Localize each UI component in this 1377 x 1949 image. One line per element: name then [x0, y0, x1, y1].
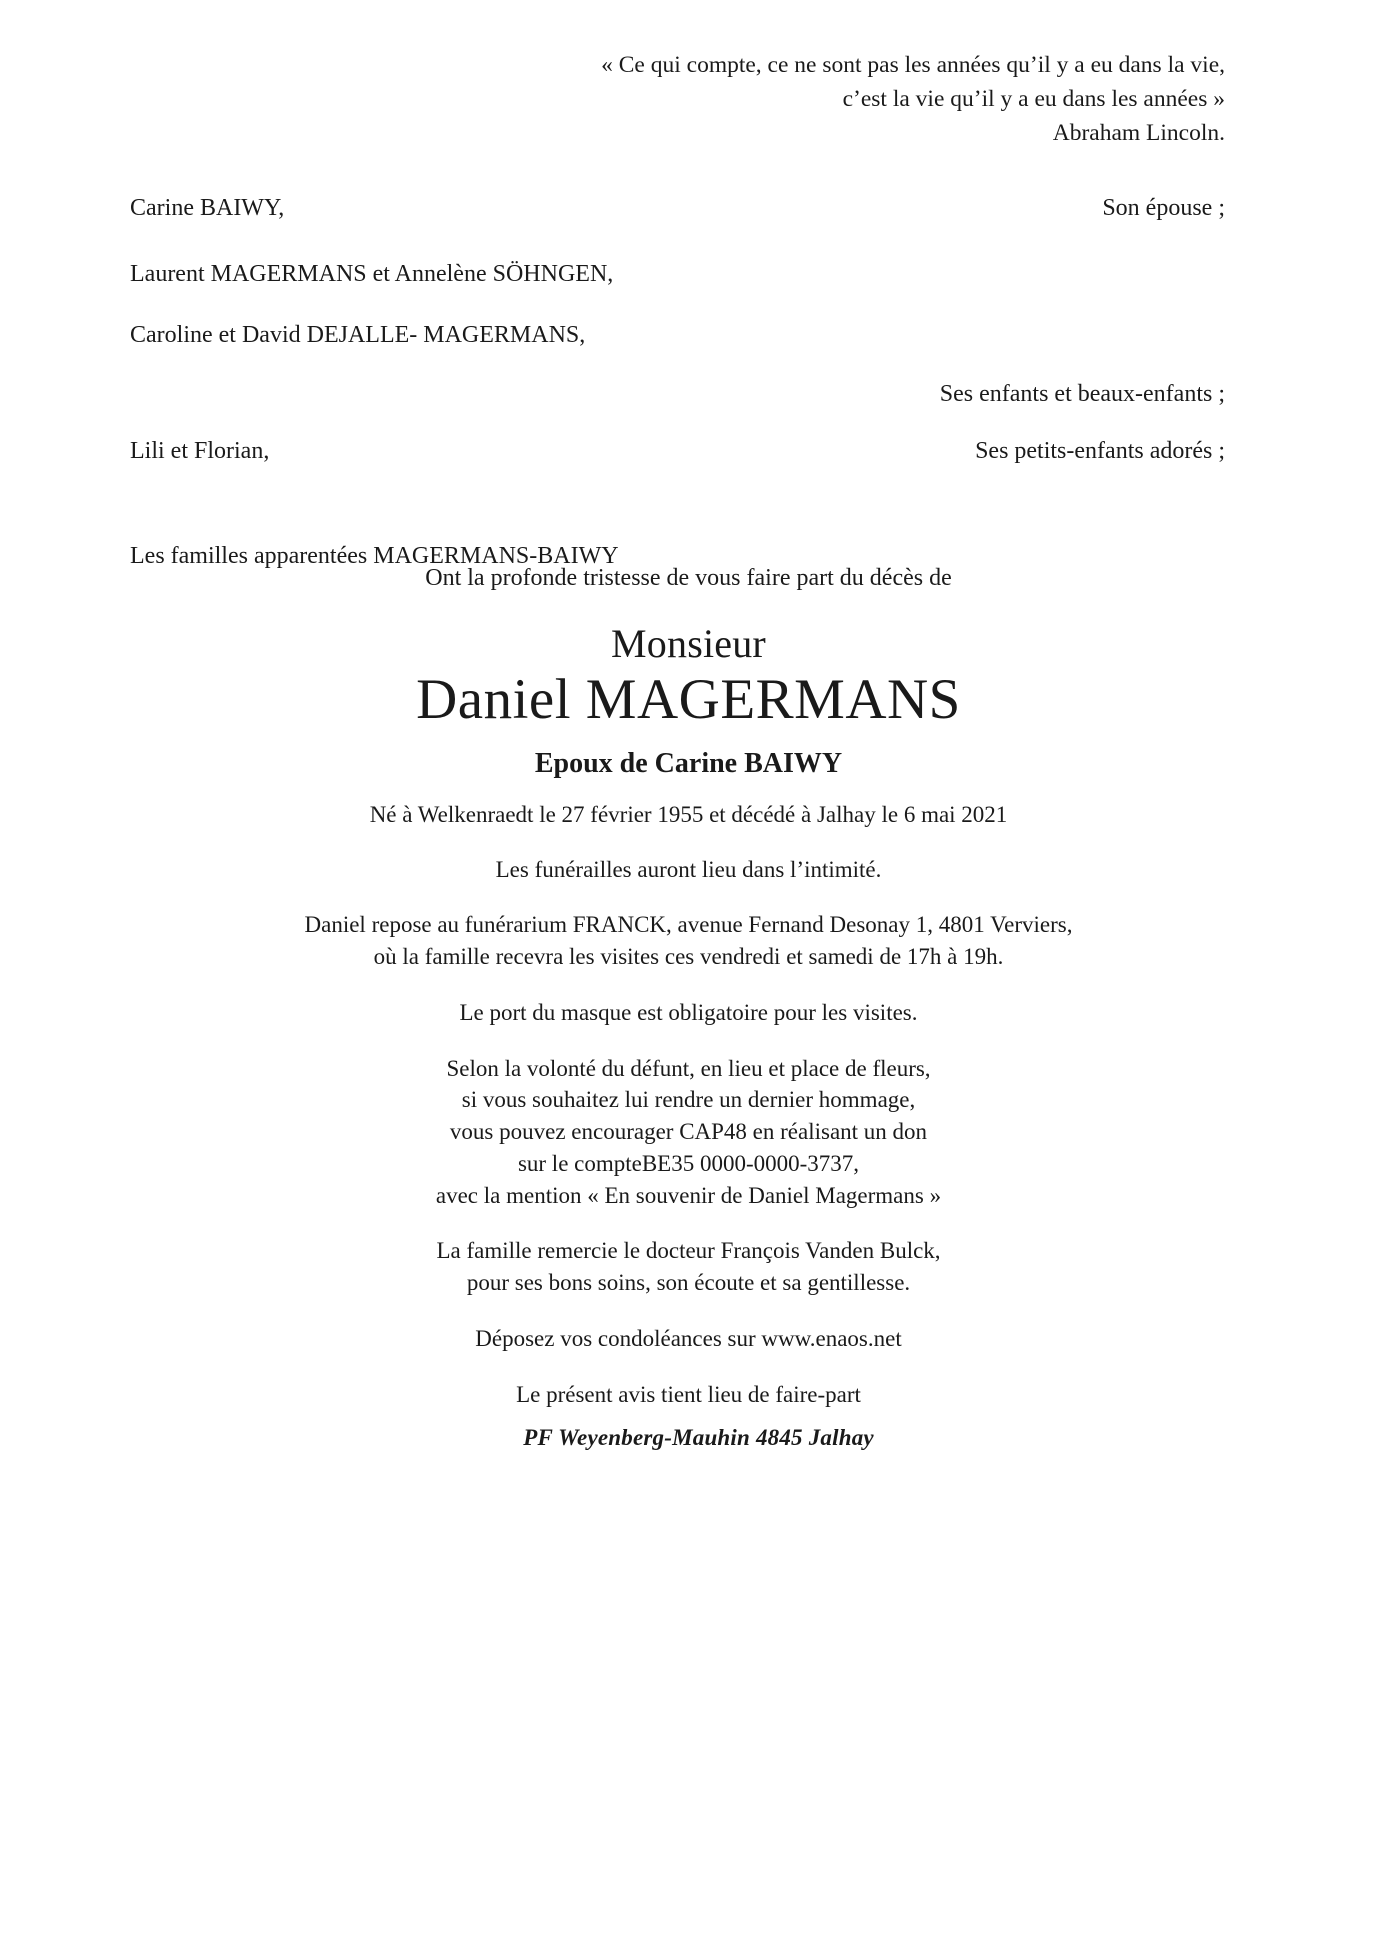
grandchildren-name: Lili et Florian,: [130, 438, 270, 465]
donation-request: [130, 1053, 1247, 1212]
funerarium-line-2: où la famille recevra les visites ces vendredi et samedi de 17h à 19h.: [373, 944, 1004, 970]
thanks-line-2: pour ses bons soins, son écoute et sa gentillesse.: [466, 1270, 911, 1296]
donation-line-4: sur le compteBE35 0000-0000-3737,: [517, 1150, 860, 1176]
children-line-1: Laurent MAGERMANS et Annelène SÖHNGEN,: [130, 261, 614, 288]
thanks-line-1: La famille remercie le docteur François Vanden Bulck,: [436, 1238, 941, 1264]
announcement-intro: Ont la profonde tristesse de vous faire part du décès de: [425, 565, 952, 591]
spouse-name: Carine BAIWY,: [130, 195, 285, 221]
related-families: Les familles apparentées MAGERMANS-BAIWY: [130, 543, 619, 570]
spacer: [130, 291, 1225, 319]
deceased-spouse-of: Epoux de Carine BAIWY: [534, 747, 843, 779]
funerarium-line-1: Daniel repose au funérarium FRANCK, avenue Fernand Desonay 1, 4801 Verviers,: [304, 912, 1073, 938]
family-row-spouse: [130, 192, 1225, 224]
condolences-link: Déposez vos condoléances sur www.enaos.net: [475, 1325, 902, 1351]
grandchildren-role: Ses petits-enfants adorés ;: [975, 438, 1225, 465]
funeral-home-credit: PF Weyenberg-Mauhin 4845 Jalhay: [523, 1425, 874, 1450]
spouse-role: Son épouse ;: [1102, 195, 1225, 221]
children-role: Ses enfants et beaux-enfants ;: [939, 381, 1225, 408]
donation-line-3: vous pouvez encourager CAP48 en réalisant un don: [449, 1119, 928, 1145]
quotation-block: [365, 48, 1225, 150]
donation-line-1: Selon la volonté du défunt, en lieu et place de fleurs,: [446, 1055, 931, 1081]
quote-author: Abraham Lincoln.: [1052, 120, 1225, 147]
quote-line-2: c’est la vie qu’il y a eu dans les années »: [842, 86, 1225, 113]
donation-line-5: avec la mention « En souvenir de Daniel Magermans »: [435, 1182, 942, 1208]
family-row-grandchildren: [130, 438, 1225, 465]
deceased-title: Monsieur: [611, 621, 766, 666]
funeral-details: Les funérailles auront lieu dans l’intimité.: [495, 856, 882, 882]
family-row-children-1: [130, 258, 1225, 290]
funerarium-details: [130, 909, 1247, 972]
spacer: [130, 224, 1225, 258]
family-row-children-2: [130, 319, 1225, 351]
deceased-name: Daniel MAGERMANS: [416, 668, 961, 731]
family-list: [130, 192, 1225, 570]
thanks-note: [130, 1235, 1247, 1298]
donation-line-2: si vous souhaitez lui rendre un dernier hommage,: [461, 1087, 916, 1113]
legal-notice: Le présent avis tient lieu de faire-part: [516, 1381, 861, 1407]
children-line-2: Caroline et David DEJALLE- MAGERMANS,: [130, 321, 586, 348]
birth-death-details: Né à Welkenraedt le 27 février 1955 et décédé à Jalhay le 6 mai 2021: [369, 801, 1008, 827]
quote-line-1: « Ce qui compte, ce ne sont pas les années qu’il y a eu dans la vie,: [601, 52, 1225, 78]
mask-notice: Le port du masque est obligatoire pour les visites.: [459, 999, 918, 1025]
announcement-block: [130, 565, 1247, 1434]
